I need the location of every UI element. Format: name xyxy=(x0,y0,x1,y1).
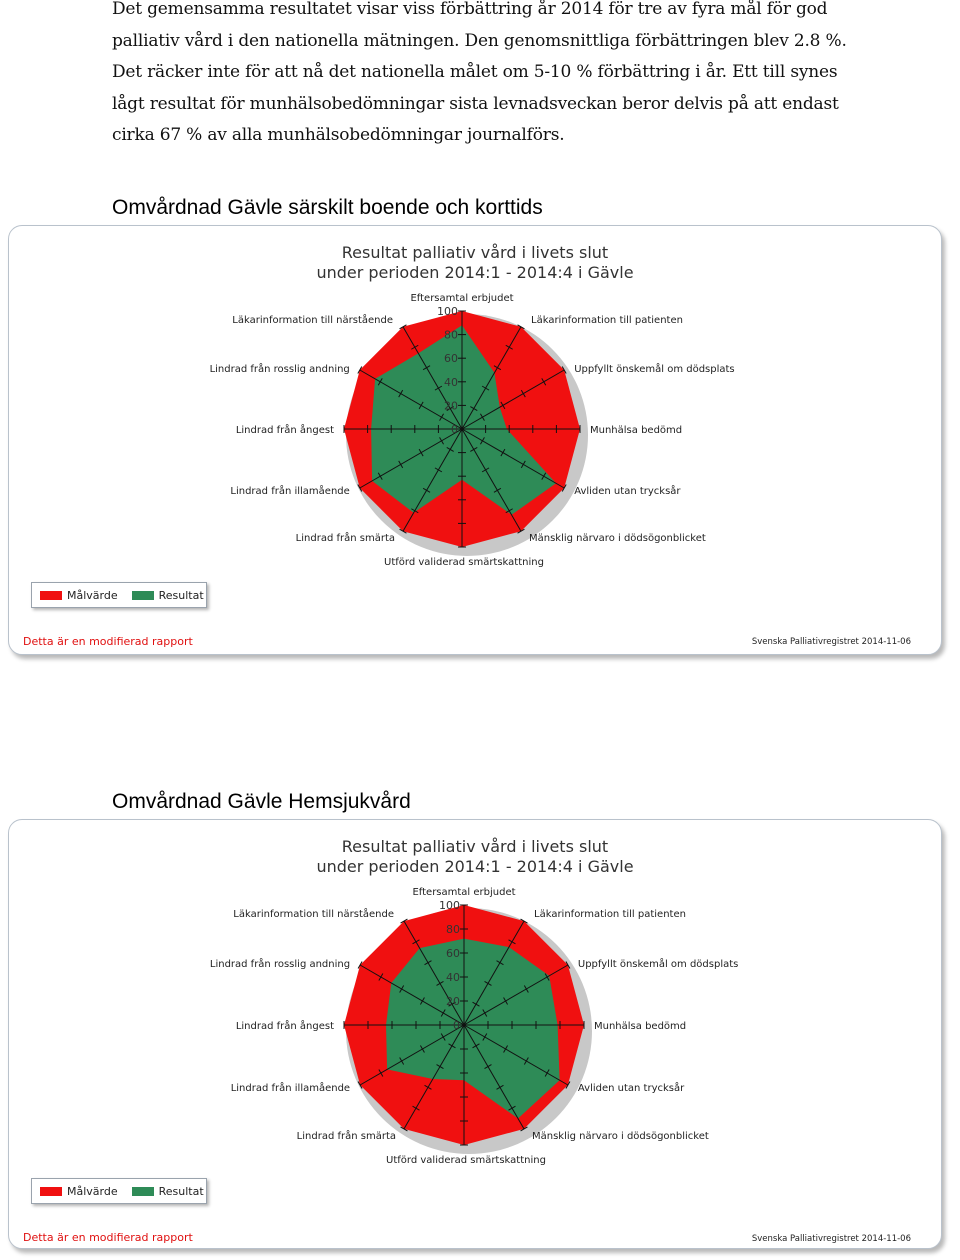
chart-title: Resultat palliativ vård i livets slut xyxy=(341,243,609,262)
axis-label: Uppfyllt önskemål om dödsplats xyxy=(577,959,739,970)
axis-label: Lindrad från rosslig andning xyxy=(209,959,351,970)
tick-label: 80 xyxy=(444,328,458,342)
tick-label: 20 xyxy=(444,399,458,413)
legend-item-target xyxy=(40,589,118,602)
tick-label: 0 xyxy=(453,1019,460,1032)
axis-label: Mänsklig närvaro i dödsögonblicket xyxy=(529,533,706,545)
axis-label: Munhälsa bedömd xyxy=(594,1021,687,1032)
axis-label: Munhälsa bedömd xyxy=(590,425,683,436)
registry-date: Svenska Palliativregistret 2014-11-06 xyxy=(751,1234,911,1244)
chart-panel-boende xyxy=(8,225,942,655)
chart-panel-hemsjukvard xyxy=(8,819,942,1249)
legend-target-label: Målvärde xyxy=(67,1184,118,1198)
legend-item-result xyxy=(132,589,204,602)
legend-item-target xyxy=(40,1185,118,1198)
result-swatch xyxy=(132,1187,154,1196)
modified-report-note: Detta är en modifierad rapport xyxy=(23,635,193,648)
tick-label: 80 xyxy=(446,923,460,936)
axis-label: Lindrad från illamående xyxy=(230,1083,351,1094)
target-swatch xyxy=(40,591,62,600)
tick-label: 20 xyxy=(446,995,460,1008)
axis-label: Eftersamtal erbjudet xyxy=(410,293,514,304)
tick-label: 100 xyxy=(439,899,460,912)
chart-title: Resultat palliativ vård i livets slut xyxy=(341,837,609,856)
target-swatch xyxy=(40,1187,62,1196)
axis-label: Utförd validerad smärtskattning xyxy=(386,1155,546,1166)
tick-label: 100 xyxy=(437,305,458,318)
tick-label: 60 xyxy=(446,947,460,960)
result-swatch xyxy=(132,591,154,600)
axis-label: Lindrad från ångest xyxy=(235,1021,334,1032)
axis-label: Utförd validerad smärtskattning xyxy=(384,557,544,568)
tick-label: 40 xyxy=(446,971,460,984)
axis-label: Läkarinformation till närstående xyxy=(233,909,394,921)
tick-label: 0 xyxy=(451,423,458,436)
axis-label: Läkarinformation till patienten xyxy=(531,314,683,326)
axis-label: Lindrad från rosslig andning xyxy=(209,364,350,375)
axis-label: Lindrad från illamående xyxy=(230,486,350,497)
axis-label: Lindrad från smärta xyxy=(295,533,395,545)
axis-label: Eftersamtal erbjudet xyxy=(412,887,516,898)
axis-label: Avliden utan trycksår xyxy=(574,486,681,497)
tick-label: 40 xyxy=(444,375,458,389)
legend-target-label: Målvärde xyxy=(67,588,118,602)
intro-paragraph: Det gemensamma resultatet visar viss förbättring år 2014 för tre av fyra mål för god palliativ vård i den nationella mätningen. Den genomsnittliga förbättringen blev 2.8 %. Det räcker inte för att nå det nationella målet om 5-10 % förbättring i år. Ett till synes lågt resultat för munhälsobedömningar sista levnadsveckan beror delvis på att endast cirka 67 % av alla munhälsobedömningar journalförs. xyxy=(112,0,847,145)
section-heading-hemsjukvard: Omvårdnad Gävle Hemsjukvård xyxy=(112,790,411,813)
axis-label: Läkarinformation till patienten xyxy=(534,909,686,921)
legend-result-label: Resultat xyxy=(158,1184,204,1198)
axis-label: Mänsklig närvaro i dödsögonblicket xyxy=(532,1130,709,1142)
legend-result-label: Resultat xyxy=(158,588,204,602)
axis-label: Läkarinformation till närstående xyxy=(232,314,393,326)
axis-label: Lindrad från smärta xyxy=(296,1130,396,1142)
chart-legend xyxy=(31,582,207,608)
registry-date: Svenska Palliativregistret 2014-11-06 xyxy=(751,637,911,647)
modified-report-note: Detta är en modifierad rapport xyxy=(23,1231,193,1244)
chart-subtitle: under perioden 2014:1 - 2014:4 i Gävle xyxy=(316,263,634,282)
axis-label: Lindrad från ångest xyxy=(235,425,334,436)
section-heading-boende: Omvårdnad Gävle särskilt boende och korttids xyxy=(112,196,543,219)
axis-label: Avliden utan trycksår xyxy=(577,1083,685,1094)
chart-subtitle: under perioden 2014:1 - 2014:4 i Gävle xyxy=(316,857,634,876)
chart-legend xyxy=(31,1178,207,1204)
tick-label: 60 xyxy=(444,352,458,366)
axis-label: Uppfyllt önskemål om dödsplats xyxy=(574,364,735,375)
legend-item-result xyxy=(132,1185,204,1198)
